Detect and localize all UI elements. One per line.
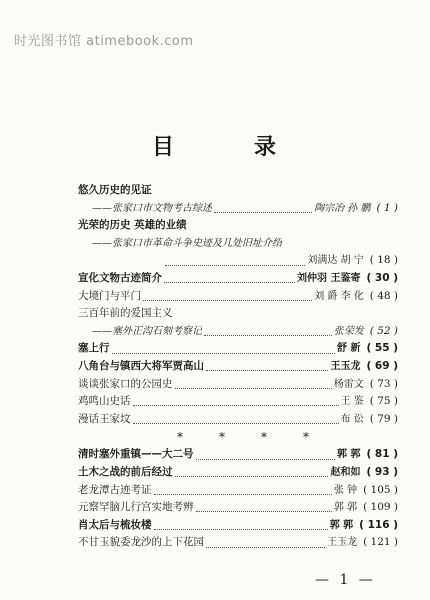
leader-dots xyxy=(196,503,332,512)
toc-entry-title: 土木之战的前后经过 xyxy=(78,465,173,478)
leader-dots xyxy=(154,521,328,530)
toc-entry xyxy=(78,252,398,270)
toc-entry-author: 郭 郭 xyxy=(329,519,354,531)
leader-dots xyxy=(204,327,332,336)
toc-entry-page: ( 73 ) xyxy=(369,377,398,390)
toc-entry-author: 刘满达 胡 宁 xyxy=(307,255,364,267)
leader-dots xyxy=(154,486,332,495)
toc-entry-author: 刘仲羽 王鉴寄 xyxy=(296,272,361,284)
toc-entry-title: 塞上行 xyxy=(78,342,110,355)
leader-dots xyxy=(214,204,312,213)
toc-entry-page: ( 75 ) xyxy=(369,395,398,408)
toc-entry-title: 老龙潭古迹考证 xyxy=(78,483,152,496)
toc-entry xyxy=(78,393,398,411)
leader-dots xyxy=(206,362,328,371)
toc-entry-author: 王 鉴 xyxy=(340,396,364,408)
toc-entry-title: 漫话王家坟 xyxy=(78,412,131,425)
toc-entry-page: ( 116 ) xyxy=(359,518,398,531)
leader-dots xyxy=(133,415,339,424)
toc-entry-author: 舒 新 xyxy=(336,343,361,355)
page-title xyxy=(0,130,430,161)
toc-entry-page: ( 121 ) xyxy=(363,536,398,549)
toc-entry-author: 杨雷文 xyxy=(333,378,364,390)
toc-entry xyxy=(78,376,398,394)
toc-entry xyxy=(78,464,398,482)
toc-entry xyxy=(78,305,398,323)
leader-dots xyxy=(133,397,339,406)
toc-entry-author: 布 讼 xyxy=(340,413,364,425)
toc-entry-page: ( 18 ) xyxy=(369,254,398,267)
toc-entry xyxy=(78,200,398,218)
toc-entry-page: ( 105 ) xyxy=(363,483,398,496)
toc-entry xyxy=(78,217,398,235)
toc-entry-page: ( 79 ) xyxy=(369,412,398,425)
toc-entry xyxy=(78,323,398,341)
toc-entry-page: ( 30 ) xyxy=(366,271,398,284)
toc-entry-author: 郭 郭 xyxy=(336,449,361,461)
leader-dots xyxy=(175,468,329,477)
toc-entry-author: 赵和如 xyxy=(330,466,361,478)
asterisk: * xyxy=(219,430,225,445)
toc-entry-title: 光荣的历史 英雄的业绩 xyxy=(78,219,187,232)
toc-entry xyxy=(78,235,398,253)
toc-entry-author: 张荣发 xyxy=(333,325,364,337)
toc-entry-title: 谈谈张家口的公园史 xyxy=(78,377,173,390)
toc-entry-page: ( 48 ) xyxy=(369,289,398,302)
page-number: — 1 — xyxy=(315,572,376,588)
toc-entry-author: 刘 爵 李 化 xyxy=(314,290,364,302)
toc-entry-title: 悠久历史的见证 xyxy=(78,184,152,196)
leader-dots xyxy=(143,292,312,301)
toc-entry-title: 不甘玉貌委龙沙的上下花园 xyxy=(78,536,204,549)
title-char-2: 录 xyxy=(254,135,279,160)
toc-entry-title: ——塞外正沟石刻考察记 xyxy=(92,325,202,337)
toc-entry-title: ——张家口市革命斗争史迹及几处旧址介绍 xyxy=(92,237,282,249)
toc-entry xyxy=(78,182,398,200)
toc-entry-page: ( 93 ) xyxy=(366,465,398,478)
toc-entry-title: 大境门与平门 xyxy=(78,289,141,302)
toc-entry-page: ( 81 ) xyxy=(366,448,398,461)
leader-dots xyxy=(164,274,295,283)
toc-entry-page: ( 1 ) xyxy=(376,201,398,214)
toc-entry-title: 肖太后与梳妆楼 xyxy=(78,518,152,531)
toc-entry xyxy=(78,340,398,358)
toc-entry xyxy=(78,482,398,500)
leader-dots xyxy=(206,539,325,548)
toc-entry-page: ( 69 ) xyxy=(366,359,398,372)
toc-entry-author: 张 钟 xyxy=(333,484,358,496)
toc-entry xyxy=(78,288,398,306)
table-of-contents xyxy=(78,182,398,552)
toc-entry-title: 鸡鸣山史话 xyxy=(78,395,131,408)
toc-entry-page: ( 109 ) xyxy=(363,501,398,514)
toc-entry-author: 郭 郭 xyxy=(333,502,358,514)
leader-dots xyxy=(175,380,332,389)
section-separator xyxy=(88,428,398,446)
toc-entry-title: 清时塞外重镇——大二号 xyxy=(78,448,194,461)
toc-entry-title: 八角台与镇西大将军贾高山 xyxy=(78,359,204,372)
asterisk: * xyxy=(177,430,183,445)
toc-entry-title: 宣化文物古迹简介 xyxy=(78,271,162,284)
title-char-1: 目 xyxy=(151,135,176,160)
toc-entry xyxy=(78,270,398,288)
asterisk: * xyxy=(303,430,309,445)
toc-entry xyxy=(78,411,398,429)
toc-entry xyxy=(78,358,398,376)
toc-entry xyxy=(78,446,398,464)
toc-entry-author: 王玉龙 xyxy=(330,360,361,372)
toc-entry-title: 元察罕脑儿行宫实地考辨 xyxy=(78,501,194,514)
watermark: 时光图书馆 atimebook.com xyxy=(14,34,194,49)
toc-entry-author: 陶宗冶 孙 鹏 xyxy=(314,202,371,214)
toc-entry-page: ( 55 ) xyxy=(366,342,398,355)
toc-entry-author: 王玉龙 xyxy=(327,537,358,549)
toc-entry-title: 三百年前的爱国主义 xyxy=(78,307,173,320)
toc-entry-title: ——张家口市文物考古综述 xyxy=(92,202,212,214)
leader-dots xyxy=(112,345,335,354)
toc-entry-page: ( 52 ) xyxy=(369,324,398,337)
leader-dots xyxy=(196,451,335,460)
leader-dots xyxy=(165,257,305,266)
toc-entry xyxy=(78,517,398,535)
toc-entry xyxy=(78,499,398,517)
asterisk: * xyxy=(261,430,267,445)
toc-entry xyxy=(78,534,398,552)
